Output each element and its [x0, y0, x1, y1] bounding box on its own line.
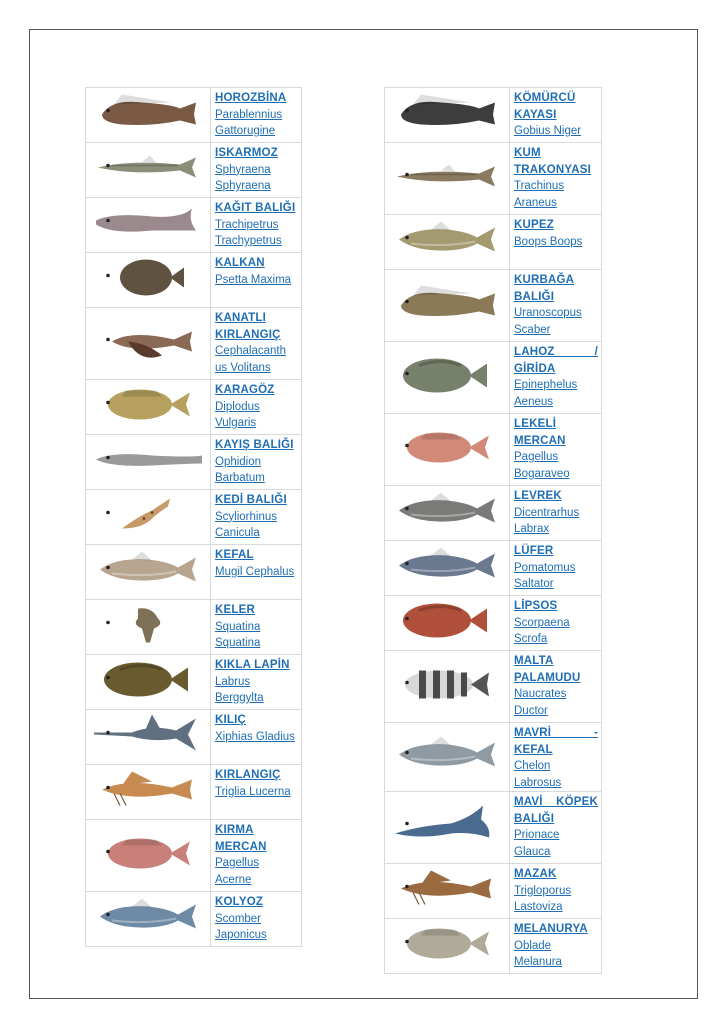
black-goby-icon: [391, 91, 503, 140]
fish-image-cell: [86, 198, 211, 253]
fish-image-cell: [385, 596, 510, 651]
turbot-fish-icon: [92, 256, 204, 305]
latin-name-link[interactable]: Xiphias Gladius: [215, 730, 295, 743]
latin-name-link[interactable]: Uranoscopus Scaber: [514, 307, 582, 336]
turkish-name-link[interactable]: KALKAN: [215, 257, 265, 269]
latin-name-link[interactable]: Oblade Melanura: [514, 939, 562, 968]
fish-name-cell: [510, 88, 602, 143]
fish-name-cell: [211, 308, 302, 380]
fish-row: [86, 435, 302, 490]
fish-row: [86, 545, 302, 600]
turkish-name-link[interactable]: KAĞIT BALIĞI: [215, 202, 296, 214]
latin-name-link[interactable]: Dicentrarhus Labrax: [514, 506, 580, 535]
fish-image-cell: [385, 88, 510, 143]
fish-name-cell: [211, 88, 302, 143]
latin-name-link[interactable]: Triglia Lucerna: [215, 785, 291, 798]
fish-image-cell: [86, 892, 211, 947]
fish-name-cell: [510, 864, 602, 919]
grouper-fish-icon: [391, 353, 503, 402]
seabass-fish-icon: [391, 489, 503, 538]
fish-row: [86, 710, 302, 765]
fish-row: [385, 88, 602, 143]
fish-image-cell: [86, 490, 211, 545]
fish-row: [86, 655, 302, 710]
fish-row: [385, 596, 602, 651]
latin-name-link[interactable]: Psetta Maxima: [215, 273, 292, 286]
turkish-name-link[interactable]: KUM TRAKONYASI: [514, 147, 591, 176]
fish-image-cell: [385, 919, 510, 974]
latin-name-link[interactable]: Pagellus Bogaraveo: [514, 451, 570, 480]
fish-image-cell: [86, 380, 211, 435]
turkish-name-link[interactable]: LİPSOS: [514, 600, 558, 612]
wrasse-fish-icon: [92, 658, 204, 707]
fish-image-cell: [86, 600, 211, 655]
fish-row: [86, 143, 302, 198]
latin-name-link[interactable]: Scomber Japonicus: [215, 912, 267, 941]
stargazer-fish-icon: [391, 281, 503, 330]
fish-image-cell: [86, 765, 211, 820]
saddled-seabream-icon: [391, 922, 503, 971]
fish-name-cell: [510, 596, 602, 651]
turkish-name-link[interactable]: KAYIŞ BALIĞI: [215, 439, 294, 451]
turkish-name-link[interactable]: KOLYOZ: [215, 896, 264, 908]
fish-image-cell: [385, 143, 510, 215]
fish-image-cell: [385, 342, 510, 414]
fish-name-cell: [510, 215, 602, 270]
latin-name-link[interactable]: Parablennius Gattorugine: [215, 108, 283, 137]
fish-row: [385, 486, 602, 541]
fish-name-cell: [510, 792, 602, 864]
fish-name-cell: [211, 600, 302, 655]
turkish-name-link[interactable]: ISKARMOZ: [215, 147, 278, 159]
axillary-seabream-icon: [92, 831, 204, 880]
fish-row: [385, 342, 602, 414]
fish-row: [385, 792, 602, 864]
blenny-fish-icon: [92, 91, 204, 140]
latin-name-link[interactable]: Scorpaena Scrofa: [514, 616, 570, 645]
right-fish-table: [384, 87, 602, 974]
turkish-name-link[interactable]: KEFAL: [215, 549, 254, 561]
fish-image-cell: [86, 820, 211, 892]
turkish-name-link[interactable]: LAHOZ / GİRİDA: [514, 346, 598, 375]
fish-name-cell: [211, 380, 302, 435]
fish-row: [385, 864, 602, 919]
turkish-name-link[interactable]: KUPEZ: [514, 219, 554, 231]
fish-row: [86, 600, 302, 655]
turkish-name-link[interactable]: LEKELİ MERCAN: [514, 418, 566, 447]
fish-row: [86, 253, 302, 308]
chub-mackerel-icon: [92, 895, 204, 944]
fish-image-cell: [86, 253, 211, 308]
fish-image-cell: [385, 723, 510, 792]
fish-row: [385, 215, 602, 270]
latin-name-link[interactable]: Cephalacanth us Volitans: [215, 345, 286, 374]
fish-name-cell: [510, 541, 602, 596]
fish-image-cell: [86, 308, 211, 380]
fish-name-cell: [510, 143, 602, 215]
pilot-fish-icon: [391, 662, 503, 711]
turkish-name-link[interactable]: KÖMÜRCÜ KAYASI: [514, 92, 576, 121]
turkish-name-link[interactable]: KURBAĞA BALIĞI: [514, 274, 575, 303]
fish-image-cell: [385, 651, 510, 723]
turkish-name-link[interactable]: MAVRİ - KEFAL: [514, 727, 598, 756]
weever-fish-icon: [391, 154, 503, 203]
fish-name-cell: [510, 270, 602, 342]
catshark-icon: [92, 493, 204, 542]
turkish-name-link[interactable]: KIKLA LAPİN: [215, 659, 290, 671]
fish-row: [385, 414, 602, 486]
fish-row: [385, 270, 602, 342]
blackspot-seabream-icon: [391, 425, 503, 474]
turkish-name-link[interactable]: KIRLANGIÇ: [215, 769, 281, 781]
latin-name-link[interactable]: Prionace Glauca: [514, 829, 560, 858]
fish-name-cell: [211, 820, 302, 892]
fish-image-cell: [86, 143, 211, 198]
turkish-name-link[interactable]: LÜFER: [514, 545, 554, 557]
fish-name-cell: [510, 486, 602, 541]
fish-row: [86, 892, 302, 947]
latin-name-link[interactable]: Diplodus Vulgaris: [215, 400, 260, 429]
fish-image-cell: [86, 655, 211, 710]
fish-row: [86, 380, 302, 435]
fish-name-cell: [211, 710, 302, 765]
fish-name-cell: [211, 253, 302, 308]
dealfish-icon: [92, 201, 204, 250]
turkish-name-link[interactable]: KILIÇ: [215, 714, 247, 726]
fish-name-cell: [211, 892, 302, 947]
fish-image-cell: [385, 541, 510, 596]
bogue-fish-icon: [391, 218, 503, 267]
fish-row: [385, 919, 602, 974]
fish-row: [86, 198, 302, 253]
turkish-name-link[interactable]: HOROZBİNA: [215, 92, 287, 104]
mullet-fish-icon: [92, 548, 204, 597]
fish-row: [385, 541, 602, 596]
turkish-name-link[interactable]: MAVİ KÖPEK BALIĞI: [514, 796, 598, 825]
fish-name-cell: [211, 435, 302, 490]
fish-name-cell: [211, 143, 302, 198]
tub-gurnard-icon: [92, 768, 204, 817]
left-fish-table: [85, 87, 302, 947]
latin-name-link[interactable]: Ophidion Barbatum: [215, 455, 265, 484]
fish-row: [86, 765, 302, 820]
turkish-name-link[interactable]: KEDİ BALIĞI: [215, 494, 287, 506]
latin-name-link[interactable]: Labrus Berggylta: [215, 675, 264, 704]
fish-row: [385, 143, 602, 215]
two-banded-bream-icon: [92, 383, 204, 432]
swordfish-icon: [92, 713, 204, 762]
latin-name-link[interactable]: Sphyraena Sphyraena: [215, 163, 271, 192]
latin-name-link[interactable]: Epinephelus Aeneus: [514, 379, 578, 408]
fish-image-cell: [385, 486, 510, 541]
fish-image-cell: [86, 545, 211, 600]
latin-name-link[interactable]: Boops Boops: [514, 235, 583, 248]
angel-shark-icon: [92, 603, 204, 652]
latin-name-link[interactable]: Pomatomus Saltator: [514, 561, 576, 590]
latin-name-link[interactable]: Trachipetrus Trachypetrus: [215, 218, 282, 247]
turkish-name-link[interactable]: MELANURYA: [514, 923, 588, 935]
latin-name-link[interactable]: Naucrates Ductor: [514, 688, 567, 717]
fish-name-cell: [211, 765, 302, 820]
scorpionfish-icon: [391, 599, 503, 648]
turkish-name-link[interactable]: KELER: [215, 604, 255, 616]
latin-name-link[interactable]: Gobius Niger: [514, 125, 582, 137]
turkish-name-link[interactable]: MALTA PALAMUDU: [514, 655, 581, 684]
latin-name-link[interactable]: Trigloporus Lastoviza: [514, 884, 572, 913]
fish-image-cell: [86, 88, 211, 143]
turkish-name-link[interactable]: MAZAK: [514, 868, 557, 880]
fish-image-cell: [385, 792, 510, 864]
thicklip-mullet-icon: [391, 733, 503, 782]
fish-name-cell: [510, 342, 602, 414]
blue-shark-icon: [391, 803, 503, 852]
fish-row: [86, 308, 302, 380]
latin-name-link[interactable]: Chelon Labrosus: [514, 760, 562, 789]
fish-image-cell: [385, 864, 510, 919]
latin-name-link[interactable]: Trachinus Araneus: [514, 180, 565, 209]
fish-row: [385, 651, 602, 723]
fish-name-cell: [211, 545, 302, 600]
turkish-name-link[interactable]: KANATLI KIRLANGIÇ: [215, 312, 281, 341]
latin-name-link[interactable]: Scyliorhinus Canicula: [215, 510, 277, 539]
fish-image-cell: [86, 710, 211, 765]
latin-name-link[interactable]: Mugil Cephalus: [215, 565, 295, 578]
fish-image-cell: [385, 270, 510, 342]
turkish-name-link[interactable]: KARAGÖZ: [215, 384, 275, 396]
turkish-name-link[interactable]: KIRMA MERCAN: [215, 824, 267, 853]
fish-name-cell: [510, 651, 602, 723]
fish-row: [385, 723, 602, 792]
fish-name-cell: [510, 919, 602, 974]
fish-name-cell: [211, 198, 302, 253]
fish-row: [86, 88, 302, 143]
fish-name-cell: [211, 490, 302, 545]
streaked-gurnard-icon: [391, 867, 503, 916]
fish-name-cell: [510, 414, 602, 486]
fish-row: [86, 820, 302, 892]
fish-name-cell: [211, 655, 302, 710]
fish-image-cell: [385, 414, 510, 486]
cusk-eel-icon: [92, 438, 204, 487]
latin-name-link[interactable]: Squatina Squatina: [215, 620, 261, 649]
latin-name-link[interactable]: Pagellus Acerne: [215, 857, 260, 886]
turkish-name-link[interactable]: LEVREK: [514, 490, 562, 502]
flying-gurnard-icon: [92, 319, 204, 368]
fish-image-cell: [86, 435, 211, 490]
fish-name-cell: [510, 723, 602, 792]
fish-image-cell: [385, 215, 510, 270]
barracuda-fish-icon: [92, 146, 204, 195]
bluefish-icon: [391, 544, 503, 593]
fish-row: [86, 490, 302, 545]
